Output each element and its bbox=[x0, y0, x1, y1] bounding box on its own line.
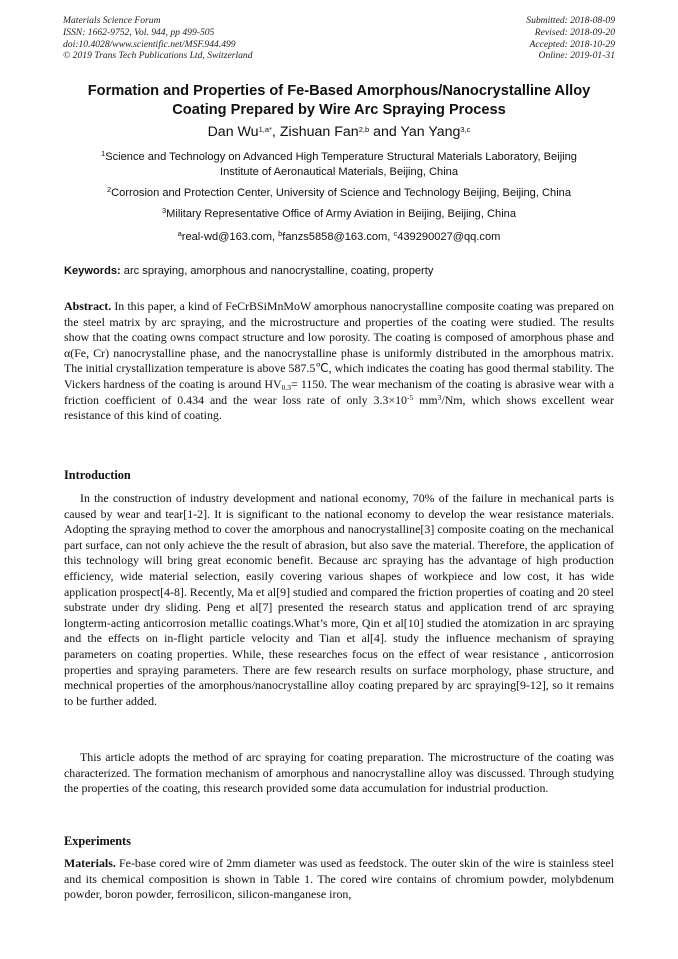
email-marker: b bbox=[278, 229, 283, 238]
materials-label: Materials. bbox=[64, 856, 116, 870]
paper-title bbox=[50, 82, 628, 120]
author-name: Yan Yang bbox=[400, 124, 461, 140]
author-affiliation-marker: 2,b bbox=[358, 125, 370, 134]
author-separator: , bbox=[271, 124, 280, 140]
abstract-text: In this paper, a kind of FeCrBSiMnMoW amorphous nanocrystalline composite coating was prepared on the steel matrix by arc spraying, and the microstructure and properties of the coating were studied. The results show that the coating owns compact structure and low porosity. The coating is composed of amorphous phase and α(Fe, Cr) nanocrystalline phase, and the nanocrystalline phase is uniformly distributed in the amorphous matrix. The initial crystallization temperature is above 587.5℃, which indicates the coating has good thermal stability. The Vickers hardness of the coating is around HV bbox=[64, 299, 614, 391]
email-link[interactable]: 439290027@qq.com bbox=[397, 231, 501, 243]
author-affiliation-marker: 1,a* bbox=[258, 125, 272, 134]
journal-header bbox=[63, 15, 253, 62]
date-submitted: Submitted: 2018-08-09 bbox=[526, 15, 615, 26]
introduction-paragraph-2: This article adopts the method of arc spraying for coating preparation. The microstructure of the coating was characterized. The formation mechanism of amorphous and nanocrystalline alloy was discussed. Through studying the properties of the coating, this research provided some data accumulation for industrial production. bbox=[64, 750, 614, 796]
author-separator: and bbox=[369, 124, 401, 140]
hardness-subscript: 0.3 bbox=[281, 382, 291, 392]
affiliation-marker: 1 bbox=[101, 149, 106, 158]
introduction-heading: Introduction bbox=[64, 468, 131, 482]
date-accepted: Accepted: 2018-10-29 bbox=[529, 38, 615, 50]
email-marker: c bbox=[393, 229, 398, 238]
dates-header bbox=[526, 15, 615, 62]
affiliation-2 bbox=[50, 186, 628, 201]
journal-name: Materials Science Forum bbox=[63, 15, 161, 26]
author-list bbox=[40, 122, 638, 142]
journal-doi: doi:10.4028/www.scientific.net/MSF.944.499 bbox=[63, 38, 236, 50]
date-revised: Revised: 2018-09-20 bbox=[534, 26, 615, 38]
keywords-label: Keywords: bbox=[64, 265, 121, 277]
date-online: Online: 2019-01-31 bbox=[538, 50, 615, 62]
author-name: Zishuan Fan bbox=[279, 124, 359, 140]
abstract-text: = 1150. The wear mechanism of the coating is abrasive wear with a friction coefficient of 0.434 and the wear loss rate of only 3.3×10 bbox=[64, 376, 614, 407]
abstract-text: mm bbox=[413, 392, 438, 407]
affiliation-marker: 2 bbox=[107, 185, 112, 194]
introduction-paragraph-1: In the construction of industry development and national economy, 70% of the failure in mechanical parts is caused by wear and tear[1-2]. It is significant to the national economy to develop the wear resistance materials. Adopting the spraying method to cover the amorphous and nanocrystalline[3] composite coating on the mechanical part surface, can not only achieve the the result of abrasion, but also save the material. Therefore, the application of this technology will bring great economic benefit. Because arc spraying has the advantage of high production efficiency, wide material selection, easily covering various shapes of workpiece and low cost, it has wide application prospect[4-8]. Recently, Ma et al[9] studied and compared the friction properties of coating and 20 steel substrate under dry sliding. Peng et al[7] presented the research status and application trend of arc spraying longterm-acting anticorrosion metallic coatings.What’s more, Qin et al[10] studied the atomization in arc spraying and the effects on in-flight particle velocity and Tian et al[4]. study the influence mechanism of spraying parameters on coating properties. While, these researches focus on the effect of wear resistance , anticorrosion properties and spraying parameters. There are few research results on surface morphology, phase structure, and mechnical properties of the amorphous/nanocrystalline alloy coating prepared by arc spraying[9-12], so it remains to be further added. bbox=[64, 491, 614, 708]
affiliation-text: Military Representative Office of Army Aviation in Beijing, Beijing, China bbox=[166, 208, 516, 220]
affiliation-3 bbox=[50, 207, 628, 222]
abstract bbox=[64, 299, 614, 424]
keywords-text: arc spraying, amorphous and nanocrystalline, coating, property bbox=[120, 265, 434, 277]
abstract-text: /Nm, which shows excellent wear resistance of this kind of coating. bbox=[64, 392, 614, 423]
materials-text: Fe-base cored wire of 2mm diameter was used as feedstock. The outer skin of the wire is stainless steel and its chemical composition is shown in Table 1. The cored wire contains of chromium powder, molybdenum powder, boron powder, ferrosilicon, silicon-manganese iron, bbox=[64, 856, 614, 902]
abstract-label: Abstract. bbox=[64, 299, 112, 313]
affiliation-1 bbox=[50, 150, 628, 180]
author-name: Dan Wu bbox=[207, 124, 259, 140]
email-marker: a bbox=[177, 229, 182, 238]
affiliation-text: Institute of Aeronautical Materials, Beijing, China bbox=[219, 166, 459, 178]
experiments-heading: Experiments bbox=[64, 834, 131, 848]
title-line: Coating Prepared by Wire Arc Spraying Process bbox=[172, 102, 506, 118]
affiliation-text: Corrosion and Protection Center, University of Science and Technology Beijing, Beijing, China bbox=[111, 187, 571, 199]
affiliation-marker: 3 bbox=[162, 206, 167, 215]
unit-superscript: 3 bbox=[437, 392, 442, 402]
keywords bbox=[64, 264, 624, 279]
author-emails bbox=[50, 230, 628, 245]
email-link[interactable]: real-wd@163.com, bbox=[181, 231, 279, 243]
materials-paragraph bbox=[64, 856, 614, 903]
author-affiliation-marker: 3,c bbox=[460, 125, 471, 134]
affiliation-text: Science and Technology on Advanced High Temperature Structural Materials Laboratory, Beijing bbox=[105, 151, 577, 163]
journal-issn: ISSN: 1662-9752, Vol. 944, pp 499-505 bbox=[63, 26, 215, 38]
exponent-superscript: -5 bbox=[406, 392, 414, 402]
title-line: Formation and Properties of Fe-Based Amorphous/Nanocrystalline Alloy bbox=[87, 83, 591, 99]
journal-copyright: © 2019 Trans Tech Publications Ltd, Switzerland bbox=[63, 50, 253, 62]
email-link[interactable]: fanzs5858@163.com, bbox=[282, 231, 394, 243]
